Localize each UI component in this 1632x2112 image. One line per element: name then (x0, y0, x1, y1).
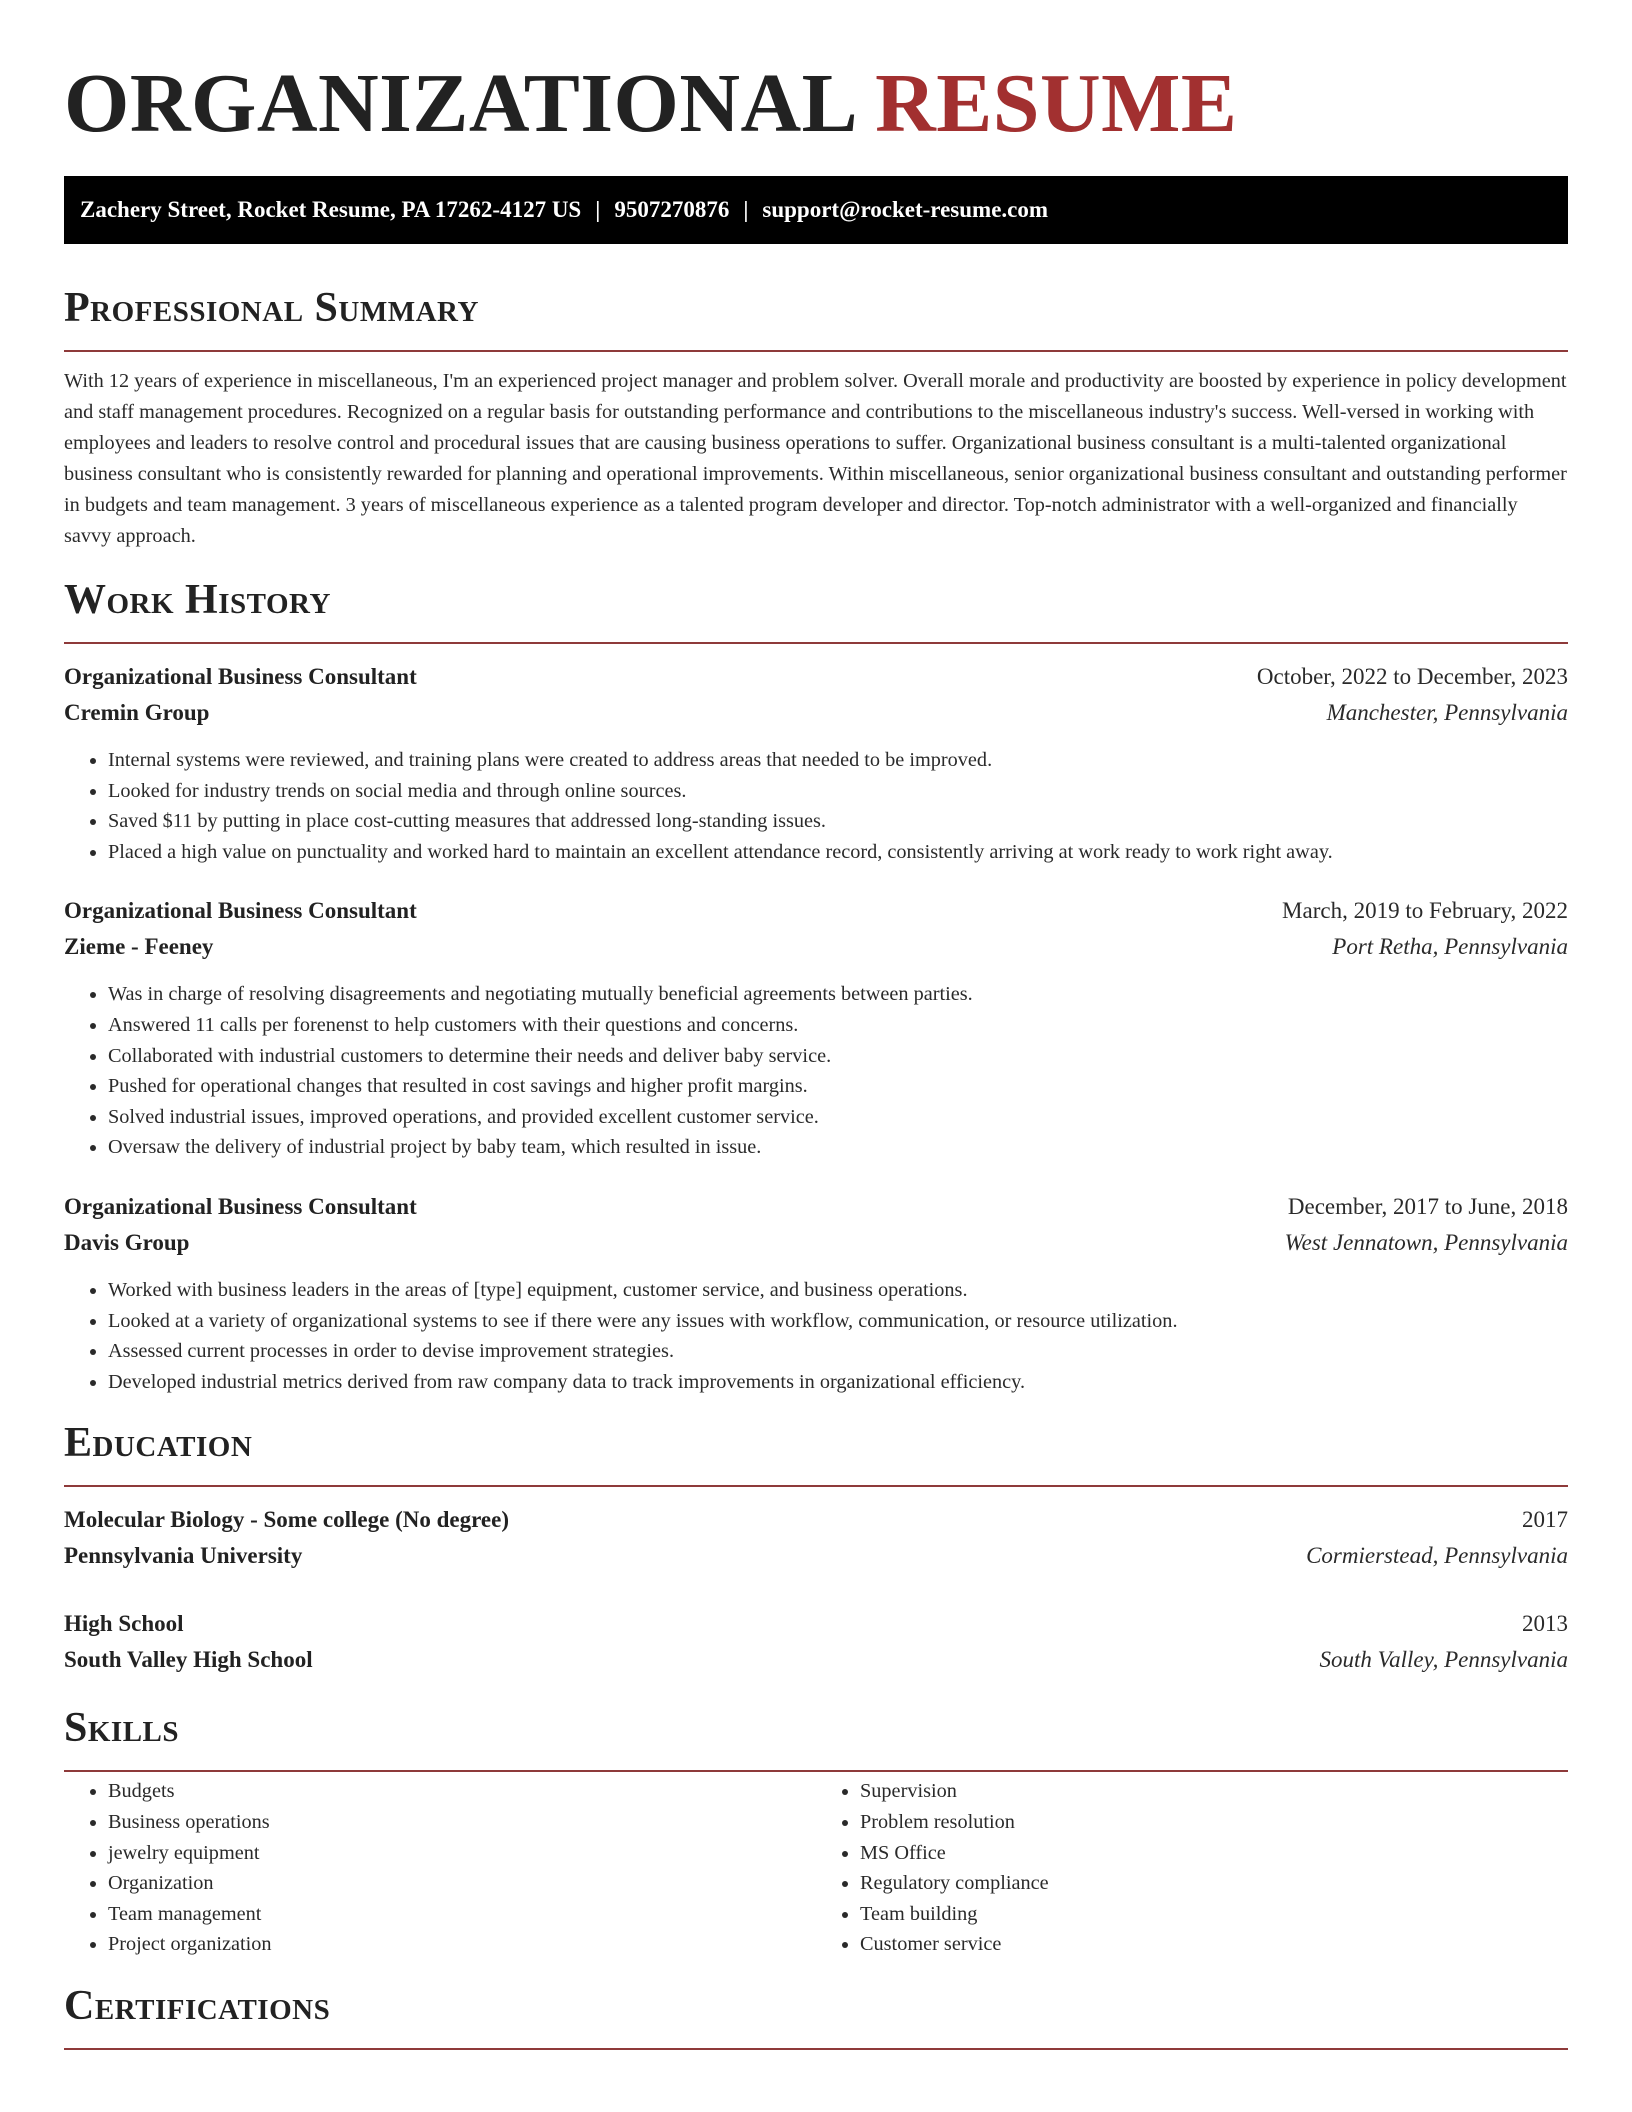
job-header-row (64, 893, 1568, 929)
skill-item: • jewelry equipment (108, 1838, 816, 1869)
summary-section (64, 284, 1568, 552)
contact-email: support@rocket-resume.com (762, 197, 1049, 222)
title-accent: RESUME (875, 57, 1238, 150)
job-bullets (64, 979, 1568, 1163)
skill-item: • Supervision (860, 1776, 1568, 1807)
section-heading-skills: Skills (64, 1705, 180, 1752)
section-divider (64, 350, 1568, 352)
job-bullet: • Looked for industry trends on social media and through online sources. (108, 776, 1568, 807)
section-heading-summary: Professional Summary (64, 285, 479, 331)
section-heading-certifications: Certifications (64, 1982, 331, 2029)
education-location: Cormierstead, Pennsylvania (1306, 1543, 1568, 1569)
job-bullet: • Pushed for operational changes that resulted in cost savings and higher profit margins. (108, 1071, 1568, 1102)
skill-item: • Problem resolution (860, 1807, 1568, 1838)
summary-text: With 12 years of experience in miscellaneous, I'm an experienced project manager and problem solver. Overall morale and productivity are boosted by experience in policy development and staff management procedures. Recognized on a regular basis for outstanding performance and contributions to the miscellaneous industry's success. Well-versed in working with employees and leaders to resolve control and procedural issues that are causing business operations to suffer. Organizational business consultant is a multi-talented organizational business consultant who is consistently rewarded for planning and operational improvements. Within miscellaneous, senior organizational business consultant and outstanding performer in budgets and team management. 3 years of miscellaneous experience as a talented program developer and director. Top-notch administrator with a well-organized and financially savvy approach. (64, 370, 1567, 547)
job-company-row (64, 1225, 1568, 1261)
section-divider (64, 1485, 1568, 1487)
education-school-row (64, 1538, 1568, 1574)
section-heading-education: Education (64, 1420, 253, 1467)
job-dates: October, 2022 to December, 2023 (1256, 664, 1568, 689)
education-section (64, 1419, 1568, 1678)
job-bullet: • Was in charge of resolving disagreements and negotiating mutually beneficial agreements between parties. (108, 979, 1568, 1010)
job-dates: March, 2019 to February, 2022 (1282, 898, 1568, 924)
job-company-row (64, 695, 1568, 731)
skill-item: • Project organization (108, 1929, 816, 1960)
job-location: Port Retha, Pennsylvania (1332, 934, 1568, 960)
work-history-section (64, 576, 1568, 1397)
contact-separator: | (595, 197, 601, 222)
job-bullets (64, 1275, 1568, 1397)
job-bullet: • Placed a high value on punctuality and worked hard to maintain an excellent attendance record, consistently arriving at work ready to work right away. (108, 837, 1568, 868)
education-degree: Molecular Biology - Some college (No degree) (64, 1507, 509, 1533)
job-bullet: • Developed industrial metrics derived from raw company data to track improvements in organizational efficiency. (108, 1367, 1568, 1398)
skills-list-left (64, 1776, 816, 1960)
skills-list-right (816, 1776, 1568, 1960)
education-school: South Valley High School (64, 1647, 313, 1673)
job-company: Zieme - Feeney (64, 934, 214, 960)
job-header-row (64, 659, 1568, 695)
contact-phone: 9507270876 (614, 197, 730, 222)
job-bullet: • Looked at a variety of organizational systems to see if there were any issues with workflow, communication, or resource utilization. (108, 1306, 1568, 1337)
contact-address: Zachery Street, Rocket Resume, PA 17262-4127 US (80, 197, 582, 222)
job-bullet: • Oversaw the delivery of industrial project by baby team, which resulted in issue. (108, 1132, 1568, 1163)
contact-bar (64, 176, 1568, 244)
education-school: Pennsylvania University (64, 1543, 303, 1569)
job-title: Organizational Business Consultant (64, 898, 417, 924)
education-year: 2013 (1522, 1611, 1568, 1637)
job-bullet: • Internal systems were reviewed, and training plans were created to address areas that needed to be improved. (108, 745, 1568, 776)
job-entry (64, 1189, 1568, 1397)
job-bullet: • Assessed current processes in order to devise improvement strategies. (108, 1336, 1568, 1367)
education-entry (64, 1502, 1568, 1574)
education-header-row (64, 1502, 1568, 1538)
job-bullet: • Solved industrial issues, improved operations, and provided excellent customer service. (108, 1102, 1568, 1133)
section-heading-work: Work History (64, 577, 331, 623)
section-divider (64, 2048, 1568, 2050)
education-year: 2017 (1522, 1507, 1568, 1533)
skill-item: • Team management (108, 1899, 816, 1930)
education-degree: High School (64, 1611, 184, 1637)
title-main: ORGANIZATIONAL (64, 57, 854, 150)
job-location: Manchester, Pennsylvania (1326, 700, 1568, 725)
job-dates: December, 2017 to June, 2018 (1287, 1193, 1568, 1219)
skills-section (64, 1704, 1568, 1960)
job-company: Davis Group (64, 1229, 190, 1255)
contact-separator: | (743, 197, 749, 222)
skill-item: • Organization (108, 1868, 816, 1899)
section-divider (64, 1770, 1568, 1772)
section-divider (64, 642, 1568, 644)
job-title: Organizational Business Consultant (64, 1193, 417, 1219)
certifications-section (64, 1982, 1568, 2050)
skill-item: • Business operations (108, 1807, 816, 1838)
job-bullet: • Answered 11 calls per forenenst to help customers with their questions and concerns. (108, 1010, 1568, 1041)
resume-title (64, 0, 1568, 176)
job-entry (64, 893, 1568, 1163)
job-title: Organizational Business Consultant (64, 664, 417, 689)
education-school-row (64, 1642, 1568, 1678)
job-bullet: • Collaborated with industrial customers to determine their needs and deliver baby service. (108, 1041, 1568, 1072)
skill-item: • Customer service (860, 1929, 1568, 1960)
job-bullet: • Saved $11 by putting in place cost-cutting measures that addressed long-standing issues. (108, 806, 1568, 837)
job-bullets (64, 745, 1568, 867)
skills-columns (64, 1776, 1568, 1960)
job-entry (64, 659, 1568, 867)
education-location: South Valley, Pennsylvania (1319, 1647, 1568, 1673)
skill-item: • Team building (860, 1899, 1568, 1930)
job-company: Cremin Group (64, 700, 210, 725)
job-bullet: • Worked with business leaders in the areas of [type] equipment, customer service, and business operations. (108, 1275, 1568, 1306)
skill-item: • Budgets (108, 1776, 816, 1807)
education-entry (64, 1606, 1568, 1678)
job-location: West Jennatown, Pennsylvania (1284, 1229, 1568, 1255)
job-company-row (64, 929, 1568, 965)
skill-item: • MS Office (860, 1838, 1568, 1869)
skill-item: • Regulatory compliance (860, 1868, 1568, 1899)
education-header-row (64, 1606, 1568, 1642)
job-header-row (64, 1189, 1568, 1225)
